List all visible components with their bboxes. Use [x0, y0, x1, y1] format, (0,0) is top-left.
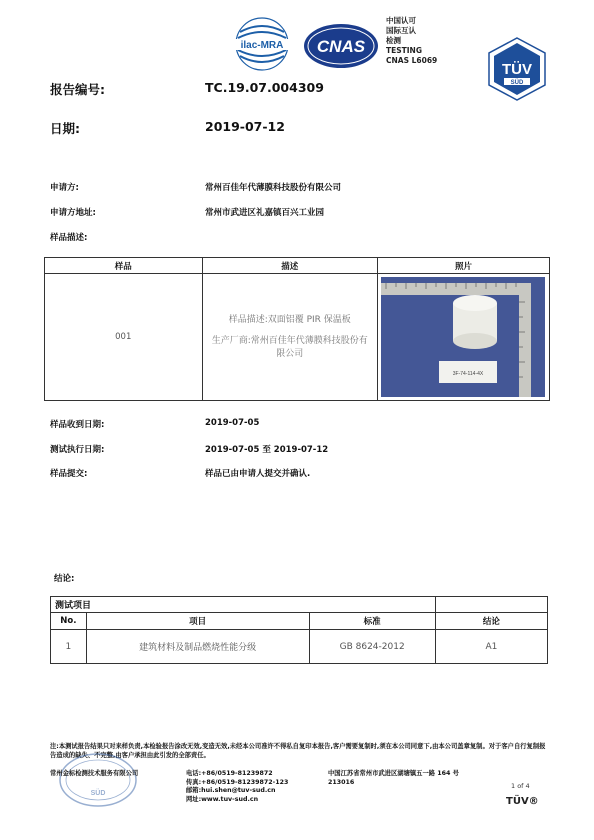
sample-submission: 样品已由申请人提交并确认. [205, 469, 311, 479]
result-header-item: 项目 [86, 613, 309, 630]
applicant-address-label: 申请方地址: [50, 208, 96, 218]
applicant-label: 申请方: [50, 183, 79, 193]
page-number: 1 of 4 [511, 782, 530, 790]
result-row-item: 建筑材料及制品燃烧性能分级 [86, 630, 309, 664]
tuv-logo-text: TÜV [502, 61, 532, 78]
sample-manufacturer-text: 生产厂商:常州百佳年代薄膜科技股份有限公司 [211, 335, 368, 359]
ilac-mra-logo [226, 14, 298, 74]
table-row [51, 630, 548, 664]
footer-contact: 电话:+86/0519-81239872 传真:+86/0519-81239872-123 邮箱:hui.shen@tuv-sud.cn 网址:www.tuv-sud.cn [186, 770, 289, 803]
test-period-label: 测试执行日期: [50, 445, 105, 455]
tuv-logo-sub-text: SÜD [510, 80, 524, 86]
cnas-logo-text: CNAS [316, 37, 366, 56]
sample-photo [381, 277, 545, 397]
report-number-label: 报告编号: [50, 82, 105, 97]
sample-received-date: 2019-07-05 [205, 418, 260, 428]
sample-table [44, 257, 550, 401]
cnas-logo [302, 22, 380, 70]
tuv-sud-logo [484, 36, 550, 102]
sample-id-cell: 001 [45, 274, 203, 401]
sample-photo-label: 3F-74-114-4X [453, 371, 484, 377]
report-date: 2019-07-12 [205, 119, 285, 134]
test-period: 2019-07-05 至 2019-07-12 [205, 445, 329, 455]
tuv-footer-mark: TÜV® [506, 796, 539, 807]
footer-company: 常州金标检测技术服务有限公司 [50, 770, 139, 777]
sample-table-header-photo: 照片 [377, 258, 549, 274]
sample-description-label: 样品描述: [50, 233, 88, 243]
applicant-address: 常州市武进区礼嘉镇百兴工业园 [205, 208, 325, 218]
sample-photo-cell [377, 274, 549, 401]
sample-table-header-sample: 样品 [45, 258, 203, 274]
result-row-standard: GB 8624-2012 [309, 630, 435, 664]
sample-received-label: 样品收到日期: [50, 420, 105, 430]
report-number: TC.19.07.004309 [205, 80, 324, 95]
result-row-no: 1 [51, 630, 87, 664]
result-row-result: A1 [435, 630, 547, 664]
company-seal-stamp [58, 752, 138, 808]
footer-disclaimer: 注:本测试报告结果只对来样负责,本检验报告涂改无效,变造无效,未经本公司准许不得私自复印本报告,客户需要复制时,须在本公司同意下,由本公司盖章复制。对于客户自行复制报告造成的缺失、不完整,由客户承担由此引发的全部责任。 [50, 743, 546, 759]
applicant-name: 常州百佳年代薄膜科技股份有限公司 [205, 183, 342, 193]
footer-address: 中国江苏省常州市武进区湖塘镇五一路 164 号 213016 [328, 770, 459, 786]
result-header-standard: 标准 [309, 613, 435, 630]
conclusion-label: 结论: [54, 574, 75, 584]
ilac-logo-text: ilac-MRA [240, 40, 284, 51]
sample-submission-label: 样品提交: [50, 469, 88, 479]
result-table-caption: 测试项目 [51, 597, 436, 613]
sample-description-text: 样品描述:双面铝覆 PIR 保温板 [228, 314, 351, 325]
result-header-no: No. [51, 613, 87, 630]
sample-table-header-description: 描述 [202, 258, 377, 274]
result-header-conclusion: 结论 [435, 613, 547, 630]
report-date-label: 日期: [50, 121, 80, 136]
result-table [50, 596, 548, 664]
sample-description-cell [202, 274, 377, 401]
cnas-accreditation-text: 中国认可 国际互认 检测 TESTING CNAS L6069 [386, 16, 438, 65]
svg-text:SÜD: SÜD [90, 790, 106, 797]
